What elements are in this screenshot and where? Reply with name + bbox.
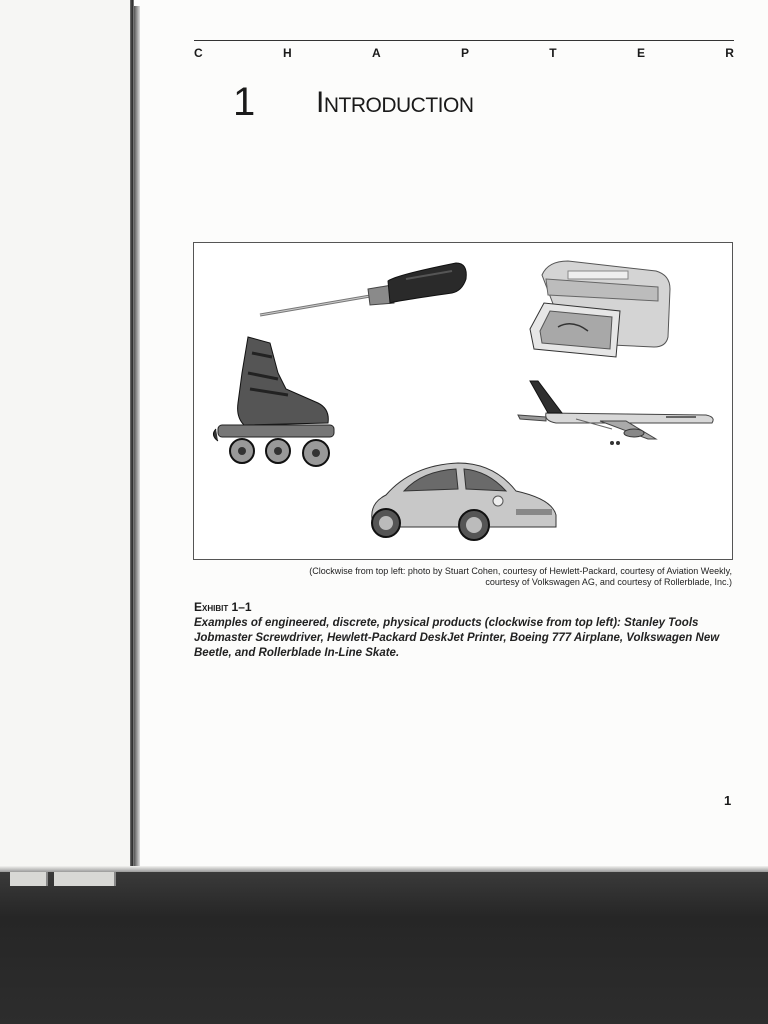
chapter-label bbox=[194, 46, 734, 60]
screwdriver-icon bbox=[256, 257, 468, 323]
exhibit-label: Exhibit 1–1 bbox=[194, 600, 252, 614]
chapter-letter: H bbox=[282, 46, 292, 60]
exhibit-figure bbox=[193, 242, 733, 560]
chapter-letter: A bbox=[371, 46, 381, 60]
chapter-letter: E bbox=[636, 46, 645, 60]
photo-credit-line: courtesy of Volkswagen AG, and courtesy of Rollerblade, Inc.) bbox=[485, 577, 732, 587]
car-icon bbox=[366, 457, 560, 547]
airplane-icon bbox=[516, 379, 718, 449]
inline-skate-icon bbox=[208, 333, 340, 471]
page-edge-stack bbox=[10, 872, 120, 886]
chapter-letter: T bbox=[549, 46, 557, 60]
chapter-title: Introduction bbox=[316, 86, 474, 119]
photo-credit bbox=[194, 566, 732, 588]
chapter-letter: R bbox=[725, 46, 734, 60]
page-number: 1 bbox=[724, 793, 732, 808]
facing-page bbox=[0, 0, 130, 870]
chapter-rule bbox=[194, 40, 734, 41]
photo-credit-line: (Clockwise from top left: photo by Stuart Cohen, courtesy of Hewlett-Packard, courtesy of Aviation Weekly, bbox=[309, 566, 732, 576]
chapter-letter: P bbox=[460, 46, 469, 60]
chapter-number: 1 bbox=[233, 80, 256, 124]
exhibit-caption: Examples of engineered, discrete, physical products (clockwise from top left): Stanley Tools Jobmaster Screwdriver, Hewlett-Packard DeskJet Printer, Boeing 777 Airplane, Volkswagen New Beetle, and Rollerblade In-Line Skate. bbox=[194, 617, 720, 659]
printer-icon bbox=[528, 257, 674, 367]
chapter-letter: C bbox=[194, 46, 203, 60]
scanner-background bbox=[0, 872, 768, 1024]
